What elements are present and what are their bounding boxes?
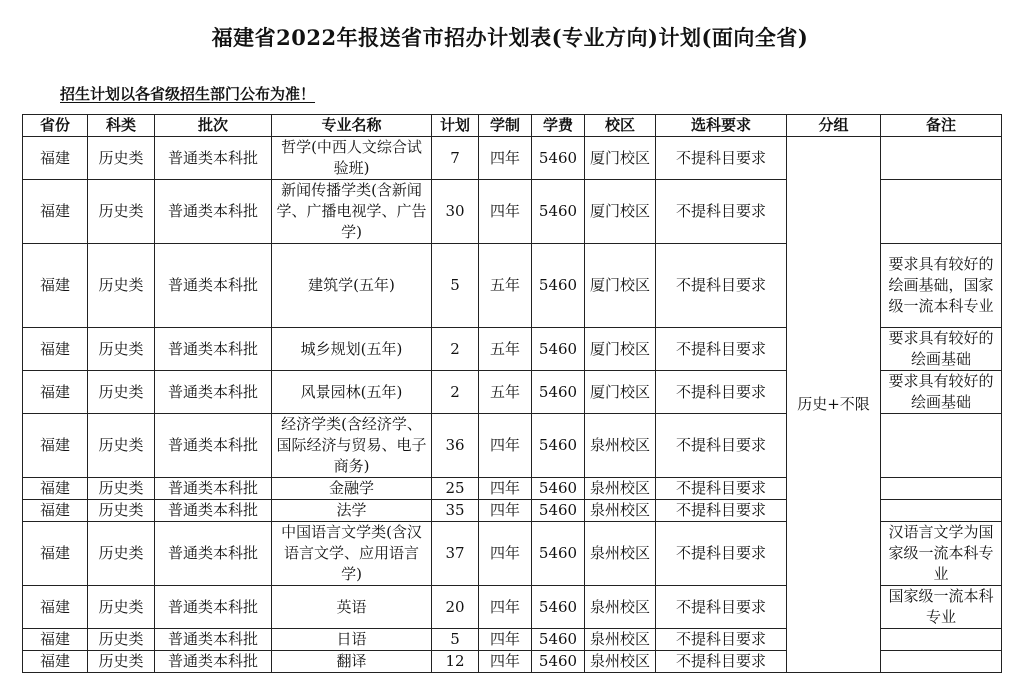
- batch-cell: 普通类本科批: [155, 180, 272, 244]
- remark-cell: [881, 629, 1002, 651]
- fee-cell: 5460: [532, 244, 585, 328]
- remark-cell: 要求具有较好的绘画基础: [881, 328, 1002, 371]
- duration-cell: 四年: [479, 586, 532, 629]
- batch-cell: 普通类本科批: [155, 500, 272, 522]
- duration-cell: 四年: [479, 478, 532, 500]
- major-cell: 哲学(中西人文综合试验班): [272, 137, 432, 180]
- requirement-cell: 不提科目要求: [656, 328, 787, 371]
- plan-cell: 20: [432, 586, 479, 629]
- campus-cell: 泉州校区: [585, 629, 656, 651]
- batch-cell: 普通类本科批: [155, 629, 272, 651]
- requirement-cell: 不提科目要求: [656, 586, 787, 629]
- fee-cell: 5460: [532, 500, 585, 522]
- remark-cell: [881, 137, 1002, 180]
- province-cell: 福建: [23, 137, 88, 180]
- province-cell: 福建: [23, 522, 88, 586]
- remark-cell: 要求具有较好的绘画基础: [881, 371, 1002, 414]
- requirement-cell: 不提科目要求: [656, 478, 787, 500]
- province-cell: 福建: [23, 629, 88, 651]
- fee-cell: 5460: [532, 629, 585, 651]
- plan-cell: 30: [432, 180, 479, 244]
- province-cell: 福建: [23, 500, 88, 522]
- plan-cell: 36: [432, 414, 479, 478]
- duration-cell: 四年: [479, 137, 532, 180]
- header-cell: 分组: [787, 115, 881, 137]
- plan-cell: 25: [432, 478, 479, 500]
- province-cell: 福建: [23, 328, 88, 371]
- batch-cell: 普通类本科批: [155, 478, 272, 500]
- major-cell: 中国语言文学类(含汉语言文学、应用语言学): [272, 522, 432, 586]
- campus-cell: 泉州校区: [585, 414, 656, 478]
- batch-cell: 普通类本科批: [155, 414, 272, 478]
- remark-cell: [881, 651, 1002, 673]
- page-title: 福建省2022年报送省市招办计划表(专业方向)计划(面向全省): [211, 25, 809, 50]
- remark-cell: 国家级一流本科专业: [881, 586, 1002, 629]
- header-cell: 批次: [155, 115, 272, 137]
- header-cell: 科类: [88, 115, 155, 137]
- table-header-row: [23, 115, 1002, 137]
- campus-cell: 泉州校区: [585, 500, 656, 522]
- campus-cell: 厦门校区: [585, 137, 656, 180]
- requirement-cell: 不提科目要求: [656, 629, 787, 651]
- category-cell: 历史类: [88, 500, 155, 522]
- province-cell: 福建: [23, 180, 88, 244]
- campus-cell: 厦门校区: [585, 244, 656, 328]
- plan-cell: 5: [432, 629, 479, 651]
- notice-text: 招生计划以各省级招生部门公布为准！: [60, 85, 316, 103]
- fee-cell: 5460: [532, 137, 585, 180]
- table-row: [23, 137, 1002, 180]
- group-cell: 历史+不限: [787, 137, 881, 673]
- category-cell: 历史类: [88, 629, 155, 651]
- major-cell: 城乡规划(五年): [272, 328, 432, 371]
- category-cell: 历史类: [88, 137, 155, 180]
- header-cell: 学制: [479, 115, 532, 137]
- major-cell: 金融学: [272, 478, 432, 500]
- fee-cell: 5460: [532, 180, 585, 244]
- remark-cell: [881, 478, 1002, 500]
- plan-cell: 5: [432, 244, 479, 328]
- campus-cell: 厦门校区: [585, 328, 656, 371]
- requirement-cell: 不提科目要求: [656, 180, 787, 244]
- duration-cell: 四年: [479, 414, 532, 478]
- major-cell: 风景园林(五年): [272, 371, 432, 414]
- fee-cell: 5460: [532, 371, 585, 414]
- batch-cell: 普通类本科批: [155, 522, 272, 586]
- category-cell: 历史类: [88, 414, 155, 478]
- province-cell: 福建: [23, 586, 88, 629]
- requirement-cell: 不提科目要求: [656, 414, 787, 478]
- category-cell: 历史类: [88, 651, 155, 673]
- duration-cell: 五年: [479, 328, 532, 371]
- fee-cell: 5460: [532, 328, 585, 371]
- requirement-cell: 不提科目要求: [656, 500, 787, 522]
- plan-cell: 7: [432, 137, 479, 180]
- major-cell: 日语: [272, 629, 432, 651]
- remark-cell: [881, 414, 1002, 478]
- province-cell: 福建: [23, 651, 88, 673]
- remark-cell: [881, 500, 1002, 522]
- requirement-cell: 不提科目要求: [656, 371, 787, 414]
- requirement-cell: 不提科目要求: [656, 651, 787, 673]
- province-cell: 福建: [23, 478, 88, 500]
- header-cell: 选科要求: [656, 115, 787, 137]
- fee-cell: 5460: [532, 478, 585, 500]
- batch-cell: 普通类本科批: [155, 328, 272, 371]
- requirement-cell: 不提科目要求: [656, 137, 787, 180]
- requirement-cell: 不提科目要求: [656, 522, 787, 586]
- remark-cell: 要求具有较好的绘画基础，国家级一流本科专业: [881, 244, 1002, 328]
- category-cell: 历史类: [88, 522, 155, 586]
- province-cell: 福建: [23, 414, 88, 478]
- category-cell: 历史类: [88, 478, 155, 500]
- campus-cell: 泉州校区: [585, 651, 656, 673]
- table-body: [23, 137, 1002, 673]
- plan-cell: 2: [432, 328, 479, 371]
- province-cell: 福建: [23, 244, 88, 328]
- campus-cell: 泉州校区: [585, 586, 656, 629]
- header-cell: 学费: [532, 115, 585, 137]
- major-cell: 法学: [272, 500, 432, 522]
- duration-cell: 五年: [479, 371, 532, 414]
- batch-cell: 普通类本科批: [155, 651, 272, 673]
- campus-cell: 泉州校区: [585, 522, 656, 586]
- enrollment-plan-table: [22, 114, 1002, 673]
- campus-cell: 厦门校区: [585, 371, 656, 414]
- major-cell: 经济学类(含经济学、国际经济与贸易、电子商务): [272, 414, 432, 478]
- fee-cell: 5460: [532, 651, 585, 673]
- duration-cell: 五年: [479, 244, 532, 328]
- batch-cell: 普通类本科批: [155, 244, 272, 328]
- category-cell: 历史类: [88, 180, 155, 244]
- campus-cell: 泉州校区: [585, 478, 656, 500]
- category-cell: 历史类: [88, 371, 155, 414]
- category-cell: 历史类: [88, 244, 155, 328]
- major-cell: 英语: [272, 586, 432, 629]
- duration-cell: 四年: [479, 180, 532, 244]
- batch-cell: 普通类本科批: [155, 586, 272, 629]
- plan-cell: 37: [432, 522, 479, 586]
- header-cell: 省份: [23, 115, 88, 137]
- plan-cell: 35: [432, 500, 479, 522]
- header-cell: 校区: [585, 115, 656, 137]
- batch-cell: 普通类本科批: [155, 137, 272, 180]
- header-cell: 备注: [881, 115, 1002, 137]
- remark-cell: 汉语言文学为国家级一流本科专业: [881, 522, 1002, 586]
- duration-cell: 四年: [479, 629, 532, 651]
- duration-cell: 四年: [479, 500, 532, 522]
- duration-cell: 四年: [479, 651, 532, 673]
- province-cell: 福建: [23, 371, 88, 414]
- plan-cell: 2: [432, 371, 479, 414]
- major-cell: 翻译: [272, 651, 432, 673]
- major-cell: 新闻传播学类(含新闻学、广播电视学、广告学): [272, 180, 432, 244]
- header-cell: 专业名称: [272, 115, 432, 137]
- duration-cell: 四年: [479, 522, 532, 586]
- fee-cell: 5460: [532, 586, 585, 629]
- campus-cell: 厦门校区: [585, 180, 656, 244]
- batch-cell: 普通类本科批: [155, 371, 272, 414]
- category-cell: 历史类: [88, 328, 155, 371]
- fee-cell: 5460: [532, 522, 585, 586]
- remark-cell: [881, 180, 1002, 244]
- plan-cell: 12: [432, 651, 479, 673]
- fee-cell: 5460: [532, 414, 585, 478]
- major-cell: 建筑学(五年): [272, 244, 432, 328]
- category-cell: 历史类: [88, 586, 155, 629]
- header-cell: 计划: [432, 115, 479, 137]
- requirement-cell: 不提科目要求: [656, 244, 787, 328]
